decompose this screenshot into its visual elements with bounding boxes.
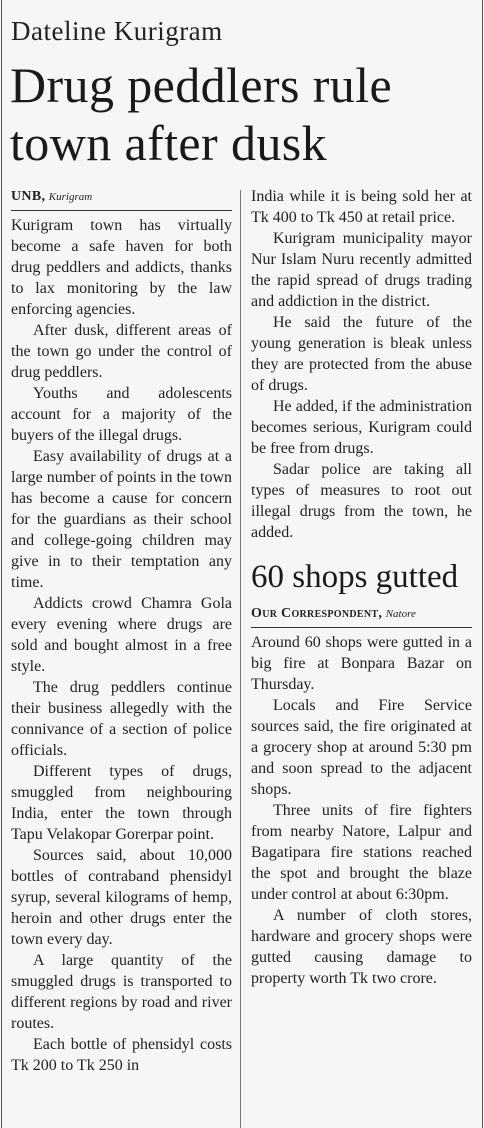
paragraph: India while it is being sold her at Tk 400 to Tk 450 at retail price. (251, 188, 472, 226)
page-border-right (482, 0, 483, 1128)
paragraph: He said the future of the young generation is bleak unless they are protected from the abuse of drugs. (251, 314, 472, 394)
paragraph: He added, if the administration becomes serious, Kurigram could be free from drugs. (251, 398, 472, 457)
paragraph: The drug peddlers continue their business allegedly with the connivance of a section of police officials. (11, 679, 232, 759)
right-column (251, 186, 472, 989)
dateline: Dateline Kurigram (11, 16, 223, 46)
byline-place: Kurigram (48, 191, 93, 203)
paragraph: Different types of drugs, smuggled from neighbouring India, enter the town through Tapu Velakopar Gorerpar point. (11, 763, 232, 843)
column-divider (240, 190, 241, 1128)
paragraph: After dusk, different areas of the town go under the control of drug peddlers. (11, 322, 232, 381)
paragraph: Addicts crowd Chamra Gola every evening where drugs are sold and bought almost in a free style. (11, 595, 232, 675)
paragraph: Kurigram town has virtually become a safe haven for both drug peddlers and addicts, thanks to lax monitoring by the law enforcing agencies. (11, 217, 232, 318)
paragraph: Around 60 shops were gutted in a big fire at Bonpara Bazar on Thursday. (251, 634, 472, 693)
story1-byline (11, 186, 232, 211)
page-border-left (1, 0, 2, 1128)
main-headline: Drug peddlers rule town after dusk (10, 57, 393, 171)
paragraph: Each bottle of phensidyl costs Tk 200 to Tk 250 in (11, 1036, 232, 1074)
paragraph: Sources said, about 10,000 bottles of contraband phensidyl syrup, several kilograms of hemp, heroin and other drugs enter the town every day. (11, 847, 232, 948)
story2-byline (251, 603, 472, 628)
story1-left-column (11, 186, 232, 1076)
paragraph: Sadar police are taking all types of measures to root out illegal drugs from the town, he added. (251, 461, 472, 541)
byline-place: Natore (385, 608, 416, 620)
paragraph: Locals and Fire Service sources said, the fire originated at a grocery shop at around 5:30 pm and soon spread to the adjacent shops. (251, 697, 472, 798)
byline-source: Our Correspondent, (251, 606, 383, 621)
paragraph: Youths and adolescents account for a majority of the buyers of the illegal drugs. (11, 385, 232, 444)
paragraph: Kurigram municipality mayor Nur Islam Nuru recently admitted the rapid spread of drugs trading and addiction in the district. (251, 230, 472, 310)
byline-source: UNB, (11, 189, 46, 204)
story2-headline: 60 shops gutted (251, 559, 459, 595)
paragraph: A large quantity of the smuggled drugs is transported to different regions by road and river routes. (11, 952, 232, 1032)
paragraph: Easy availability of drugs at a large number of points in the town has become a cause for concern for the guardians as their school and college-going children may give in to their temptation any time. (11, 448, 232, 591)
story2-body (251, 632, 472, 989)
paragraph: Three units of fire fighters from nearby Natore, Lalpur and Bagatipara fire stations reached the spot and brought the blaze under control at about 6:30pm. (251, 802, 472, 903)
paragraph: A number of cloth stores, hardware and grocery shops were gutted causing damage to property worth Tk two crore. (251, 907, 472, 987)
